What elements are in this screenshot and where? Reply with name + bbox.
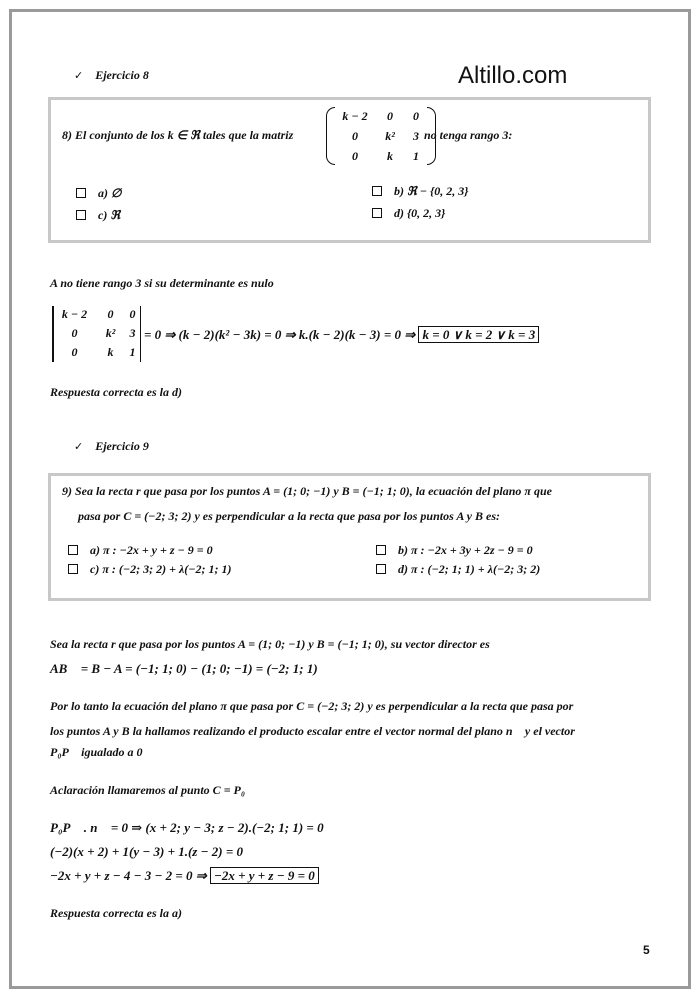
matrix-cell: 0 bbox=[107, 307, 114, 321]
checkmark-icon: ✓ bbox=[74, 440, 84, 453]
exercise-9-question-line-1: 9) Sea la recta r que pasa por los puntos A = (1; 0; −1) y B = (−1; 1; 0), la ecuación del plano π que bbox=[62, 484, 552, 498]
checkbox[interactable] bbox=[372, 186, 382, 196]
option-d[interactable]: d) π : (−2; 1; 1) + λ(−2; 3; 2) bbox=[376, 562, 540, 577]
checkbox[interactable] bbox=[76, 210, 86, 220]
option-b[interactable]: b) π : −2x + 3y + 2z − 9 = 0 bbox=[376, 543, 533, 558]
option-c[interactable]: c) ℜ bbox=[76, 208, 120, 223]
matrix-cell: k bbox=[107, 345, 114, 359]
determinant-equation: = 0 ⇒ (k − 2)(k² − 3k) = 0 ⇒ k.(k − 2)(k − 3) = 0 ⇒ k = 0 ∨ k = 2 ∨ k = 3 bbox=[144, 327, 539, 343]
watermark: Altillo.com bbox=[458, 62, 568, 89]
matrix-cell: 0 bbox=[387, 108, 393, 123]
determinant-right-bar bbox=[140, 306, 142, 362]
matrix-cell: k bbox=[387, 148, 393, 163]
option-a[interactable]: a) ∅ bbox=[76, 186, 121, 201]
exercise-9-heading: ✓ Ejercicio 9 bbox=[74, 439, 149, 453]
matrix-cell: k − 2 bbox=[342, 108, 368, 123]
checkbox[interactable] bbox=[76, 188, 86, 198]
matrix-cell: 0 bbox=[71, 326, 78, 340]
checkbox[interactable] bbox=[376, 545, 386, 555]
option-d[interactable]: d) {0, 2, 3} bbox=[372, 206, 445, 221]
matrix-cell: 0 bbox=[129, 307, 136, 321]
matrix-cell: 1 bbox=[129, 345, 136, 359]
exercise-8-question-end: no tenga rango 3: bbox=[424, 128, 513, 142]
solution-line-4: los puntos A y B la hallamos realizando el producto escalar entre el vector normal del plano n⃗ y el vector bbox=[50, 724, 575, 738]
matrix-cell: k − 2 bbox=[61, 307, 88, 321]
matrix-cell: 3 bbox=[413, 128, 419, 143]
exercise-8-answer: Respuesta correcta es la d) bbox=[50, 385, 182, 399]
option-c[interactable]: c) π : (−2; 3; 2) + λ(−2; 1; 1) bbox=[68, 562, 232, 577]
matrix-cell: 3 bbox=[129, 326, 136, 340]
solution-line-9: −2x + y + z − 4 − 3 − 2 = 0 ⇒ −2x + y + z − 9 = 0 bbox=[50, 868, 319, 884]
solution-line-2: AB⃗ = B − A = (−1; 1; 0) − (1; 0; −1) = (−2; 1; 1) bbox=[50, 661, 318, 676]
exercise-9-answer: Respuesta correcta es la a) bbox=[50, 906, 182, 920]
matrix-cell: k² bbox=[105, 326, 116, 340]
matrix-cell: 0 bbox=[352, 148, 358, 163]
page-number: 5 bbox=[643, 943, 650, 957]
exercise-8-heading: ✓ Ejercicio 8 bbox=[74, 68, 149, 82]
solution-line-1: Sea la recta r que pasa por los puntos A = (1; 0; −1) y B = (−1; 1; 0), su vector director es bbox=[50, 637, 490, 651]
matrix-cell: 1 bbox=[413, 148, 419, 163]
matrix-cell: 0 bbox=[352, 128, 358, 143]
checkbox[interactable] bbox=[68, 564, 78, 574]
solution-line-6: Aclaración llamaremos al punto C = P₀ bbox=[50, 783, 246, 797]
option-b[interactable]: b) ℜ − {0, 2, 3} bbox=[372, 184, 468, 199]
solution-line-3: Por lo tanto la ecuación del plano π que pasa por C = (−2; 3; 2) y es perpendicular a la recta que pasa por bbox=[50, 699, 574, 713]
checkbox[interactable] bbox=[376, 564, 386, 574]
solution-line-5: P₀P⃗ igualado a 0 bbox=[50, 745, 143, 759]
matrix-cell: 0 bbox=[413, 108, 419, 123]
exercise-8-question-text: 8) El conjunto de los k ∈ ℜ tales que la matriz bbox=[62, 128, 294, 142]
exercise-9-question-line-2: pasa por C = (−2; 3; 2) y es perpendicular a la recta que pasa por los puntos A y B es: bbox=[78, 509, 500, 523]
exercise-8-matrix bbox=[326, 106, 436, 166]
solution-line-7: P₀P⃗ . n⃗ = 0 ⇒ (x + 2; y − 3; z − 2).(−2; 1; 1) = 0 bbox=[50, 820, 324, 835]
checkbox[interactable] bbox=[68, 545, 78, 555]
checkmark-icon: ✓ bbox=[74, 69, 84, 82]
matrix-left-paren bbox=[326, 107, 335, 165]
solution-line-8: (−2)(x + 2) + 1(y − 3) + 1.(z − 2) = 0 bbox=[50, 844, 243, 859]
determinant bbox=[52, 305, 141, 362]
matrix-cell: 0 bbox=[71, 345, 78, 359]
option-a[interactable]: a) π : −2x + y + z − 9 = 0 bbox=[68, 543, 213, 558]
matrix-cell: k² bbox=[385, 128, 395, 143]
solution-result: −2x + y + z − 9 = 0 bbox=[210, 867, 319, 884]
checkbox[interactable] bbox=[372, 208, 382, 218]
determinant-result: k = 0 ∨ k = 2 ∨ k = 3 bbox=[418, 326, 539, 343]
exercise-8-explanation: A no tiene rango 3 si su determinante es nulo bbox=[50, 276, 274, 290]
